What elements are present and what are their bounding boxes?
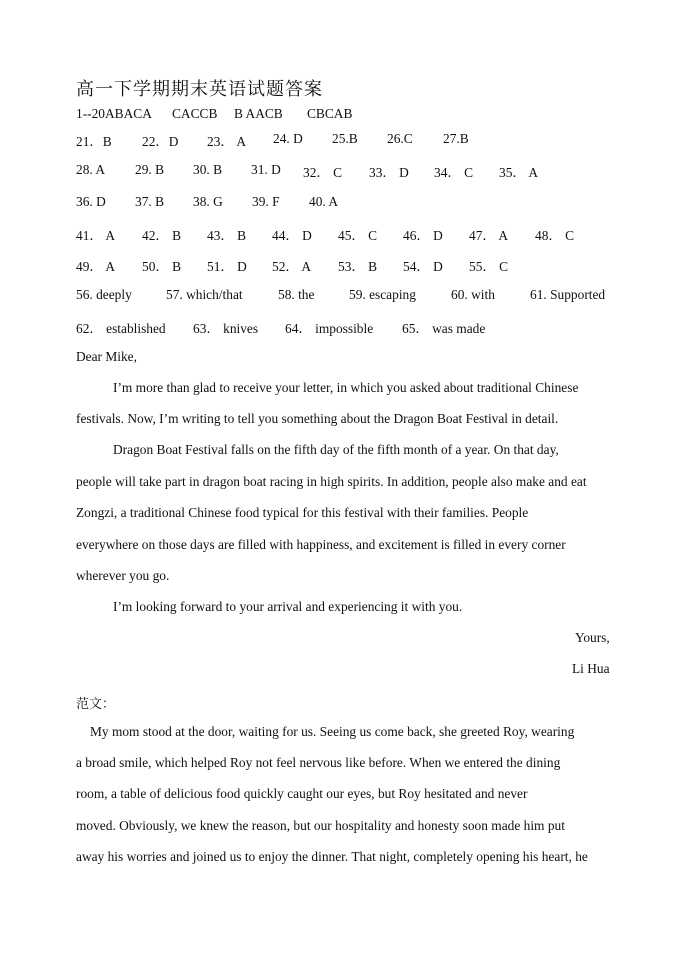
essay-line: a broad smile, which helped Roy not feel nervous like before. When we entered the dining [76, 755, 561, 770]
answer-item: 62． established [76, 321, 166, 336]
answer-item: 55． C [469, 259, 509, 274]
answer-item: 34． C [434, 165, 474, 180]
letter-line: people will take part in dragon boat racing in high spirits. In addition, people also make and eat [76, 474, 587, 489]
answer-item: 38. G [193, 194, 223, 209]
answer-item: 49． A [76, 259, 116, 274]
letter-line: Dragon Boat Festival falls on the fifth day of the fifth month of a year. On that day, [113, 442, 559, 457]
answer-item: 40. A [309, 194, 339, 209]
answer-item: 46． D [403, 228, 443, 243]
answer-item: 43． B [207, 228, 247, 243]
answer-row-36-40 [0, 194, 688, 214]
answer-item: 51． D [207, 259, 247, 274]
answer-item: 53． B [338, 259, 378, 274]
answer-item: 25.B [332, 131, 358, 146]
answer-item: 33． D [369, 165, 409, 180]
answer-item: 58. the [278, 287, 315, 302]
letter-closing: Yours, [575, 630, 610, 645]
answer-row-41-48 [0, 225, 688, 245]
answer-item: 45． C [338, 228, 378, 243]
answer-item: 56. deeply [76, 287, 132, 302]
letter-line: Zongzi, a traditional Chinese food typical for this festival with their families. People [76, 505, 529, 520]
essay-line: away his worries and joined us to enjoy the dinner. That night, completely opening his heart, he [76, 849, 588, 864]
answer-item: 35． A [499, 165, 539, 180]
page-title: 高一下学期期末英语试题答案 [76, 79, 323, 100]
essay-line: room, a table of delicious food quickly caught our eyes, but Roy hesitated and never [76, 786, 528, 801]
letter-line: I’m looking forward to your arrival and experiencing it with you. [113, 599, 463, 614]
answer-row-49-55 [0, 256, 688, 276]
answer-item: 52． A [272, 259, 312, 274]
letter-greeting: Dear Mike, [76, 349, 137, 364]
answer-item: 61. Supported [530, 287, 606, 302]
answer-item: 60. with [451, 287, 495, 302]
answer-item: B AACB [234, 106, 283, 121]
answer-item: 30. B [193, 162, 223, 177]
answer-item: 22．D [142, 134, 179, 149]
answer-item: 37. B [135, 194, 165, 209]
answer-row-28-35 [0, 162, 688, 182]
answer-item: 44． D [272, 228, 312, 243]
answer-row-1-20 [0, 106, 688, 126]
answer-item: 63． knives [193, 321, 259, 336]
answer-item: 57. which/that [166, 287, 243, 302]
answer-item: 23． A [207, 134, 247, 149]
letter-line: everywhere on those days are filled with happiness, and excitement is filled in every corner [76, 537, 566, 552]
letter-line: I’m more than glad to receive your letter, in which you asked about traditional Chinese [113, 380, 579, 395]
answer-row-62-65 [0, 318, 688, 338]
answer-item: 28. A [76, 162, 106, 177]
answer-item: 39. F [252, 194, 280, 209]
answer-item: 32． C [303, 165, 343, 180]
answer-item: 24. D [273, 131, 303, 146]
essay-line: My mom stood at the door, waiting for us. Seeing us come back, she greeted Roy, wearing [90, 724, 575, 739]
answer-item: 41． A [76, 228, 116, 243]
answer-item: 31. D [251, 162, 281, 177]
answer-row-21-27 [0, 131, 688, 151]
letter-line: festivals. Now, I’m writing to tell you something about the Dragon Boat Festival in detail. [76, 411, 559, 426]
answer-item: 27.B [443, 131, 469, 146]
answer-item: CACCB [172, 106, 218, 121]
answer-item: 54． D [403, 259, 443, 274]
letter-line: wherever you go. [76, 568, 170, 583]
answer-item: 36. D [76, 194, 106, 209]
answer-item: 26.C [387, 131, 413, 146]
answer-item: 21．B [76, 134, 112, 149]
essay-heading: 范文： [76, 697, 116, 712]
answer-item: 29. B [135, 162, 165, 177]
answer-item: 65． was made [402, 321, 486, 336]
answer-item: 48． C [535, 228, 575, 243]
letter-signature: Li Hua [572, 661, 610, 676]
answer-row-56-61 [0, 287, 688, 307]
answer-item: CBCAB [307, 106, 353, 121]
answer-item: 59. escaping [349, 287, 416, 302]
answer-item: 64． impossible [285, 321, 374, 336]
answer-item: 1--20ABACA [76, 106, 152, 121]
answer-item: 47． A [469, 228, 509, 243]
answer-item: 42． B [142, 228, 182, 243]
essay-line: moved. Obviously, we knew the reason, but our hospitality and honesty soon made him put [76, 818, 565, 833]
answer-item: 50． B [142, 259, 182, 274]
